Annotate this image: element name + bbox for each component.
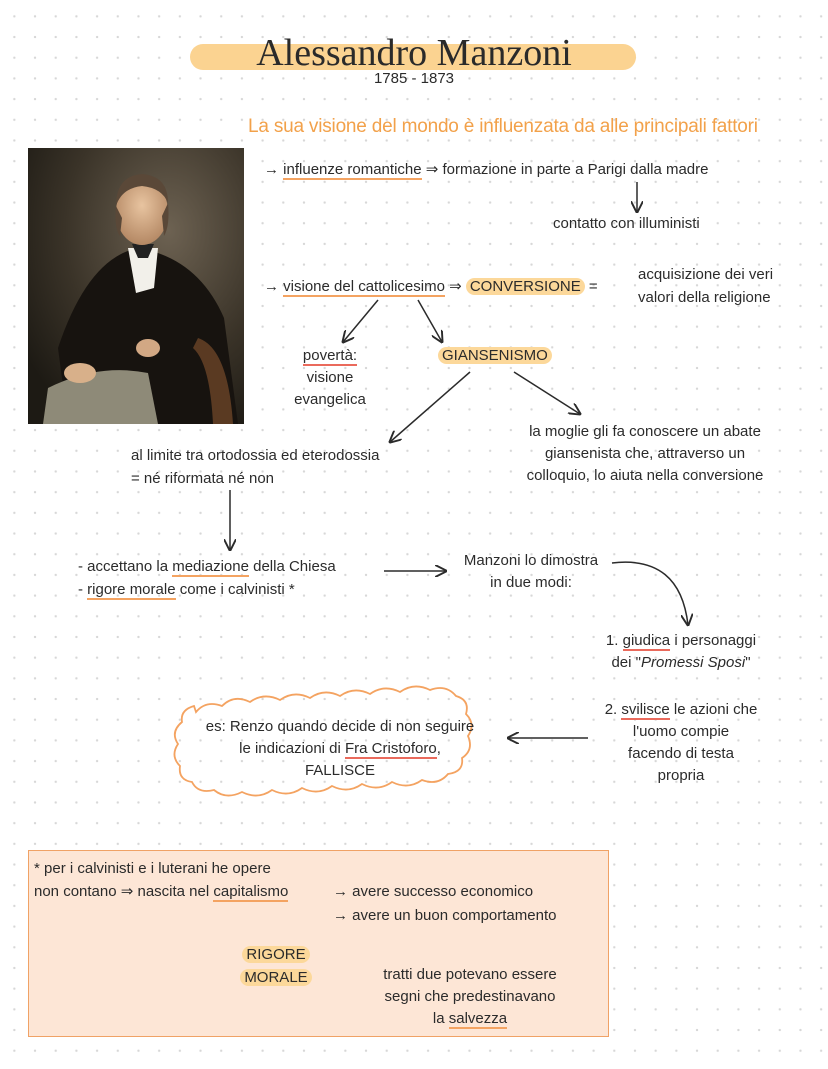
example-fallisce: FALLISCE: [304, 762, 376, 779]
arrow-giansenismo-to-limite: [390, 372, 470, 442]
poverta-line-2: visione: [306, 369, 354, 386]
accettano-line: - accettano la mediazione della Chiesa: [78, 558, 336, 575]
flow1-rest: ⇒ formazione in parte a Parigi dalla madre: [425, 161, 709, 178]
modo-2: 2. svilisce le azioni che l'uomo compie facendo di testa propria: [586, 699, 776, 787]
term-fra-cristoforo: Fra Cristoforo: [345, 740, 437, 757]
arrow-cattolicesimo-to-giansenismo: [418, 300, 442, 342]
page-title: Alessandro Manzoni: [256, 32, 572, 74]
modo-2-line-4: propria: [657, 767, 705, 784]
equals-glyph: =: [588, 278, 598, 295]
arrow-glyph: →: [264, 161, 279, 178]
limite-line-1: al limite tra ortodossia ed eterodossia: [131, 447, 380, 464]
poverta-block: [282, 345, 378, 411]
arrow-glyph: →: [264, 278, 279, 295]
implies-glyph: ⇒: [449, 278, 462, 295]
term-capitalismo: capitalismo: [213, 883, 289, 900]
moglie-line-2: giansenista che, attraverso un: [544, 445, 746, 462]
moglie-line-1: la moglie gli fa conoscere un abate: [529, 423, 761, 440]
title-promessi-sposi: Promessi Sposi: [640, 654, 746, 671]
moglie-block: [500, 421, 790, 487]
dimostra-line-2: in due modi:: [490, 574, 572, 591]
footnote-right-2: → avere un buon comportamento: [333, 907, 557, 924]
morale-word: MORALE: [240, 969, 311, 986]
term-giudica: giudica: [622, 632, 671, 649]
manzoni-dimostra: [448, 550, 614, 594]
footnote-line-1: * per i calvinisti e i luterani he opere: [34, 860, 271, 877]
dimostra-line-1: Manzoni lo dimostra: [463, 552, 599, 569]
term-salvezza: salvezza: [448, 1010, 508, 1027]
example-block: es: Renzo quando decide di non seguire le indicazioni di Fra Cristoforo, FALLISCE: [180, 716, 500, 782]
predestinazione-block: tratti due potevano essere segni che predestinavano la salvezza: [350, 964, 590, 1030]
conversione-def-1: acquisizione dei veri: [638, 266, 774, 283]
predest-line-2: segni che predestinavano: [384, 988, 556, 1005]
limite-line-2: = né riformata né non: [131, 470, 275, 487]
rigore-line: - rigore morale come i calvinisti *: [78, 581, 295, 598]
footnote-right-1: → avere successo economico: [333, 883, 534, 900]
rigore-word: RIGORE: [242, 946, 309, 963]
term-mediazione: mediazione: [172, 558, 249, 575]
term-conversione: CONVERSIONE: [466, 278, 585, 295]
flow1-line: [264, 159, 708, 181]
term-rigore-morale: rigore morale: [87, 581, 176, 598]
conversione-def-2: valori della religione: [638, 289, 771, 306]
example-line-1: es: Renzo quando decide di non seguire: [205, 718, 475, 735]
predest-line-1: tratti due potevano essere: [383, 966, 557, 983]
term-influenze-romantiche: influenze romantiche: [283, 161, 422, 178]
modo-2-line-2: l'uomo compie: [632, 723, 730, 740]
arrow-giansenismo-to-moglie: [514, 372, 580, 414]
flow2-line: [264, 276, 598, 298]
poverta-line-3: evangelica: [294, 391, 366, 408]
contatto-illuministi: contatto con illuministi: [553, 215, 700, 232]
term-visione-cattolicesimo: visione del cattolicesimo: [283, 278, 445, 295]
arrow-cattolicesimo-to-poverta: [343, 300, 378, 342]
term-giansenismo: GIANSENISMO: [438, 345, 552, 367]
moglie-line-3: colloquio, lo aiuta nella conversione: [526, 467, 764, 484]
section-subtitle: La sua visione del mondo è influenzata da alle principali fattori: [248, 116, 758, 137]
rigore-morale-highlight: [236, 944, 316, 989]
life-dates: 1785 - 1873: [373, 70, 455, 87]
term-poverta: povertà:: [302, 347, 358, 364]
modo-2-line-3: facendo di testa: [628, 745, 734, 762]
arrow-modi-curve: [612, 562, 688, 625]
footnote-line-2: non contano ⇒ nascita nel capitalismo: [34, 883, 289, 900]
modo-1: 1. giudica i personaggi dei "Promessi Sposi": [605, 632, 757, 671]
term-svilisce: svilisce: [621, 701, 670, 718]
